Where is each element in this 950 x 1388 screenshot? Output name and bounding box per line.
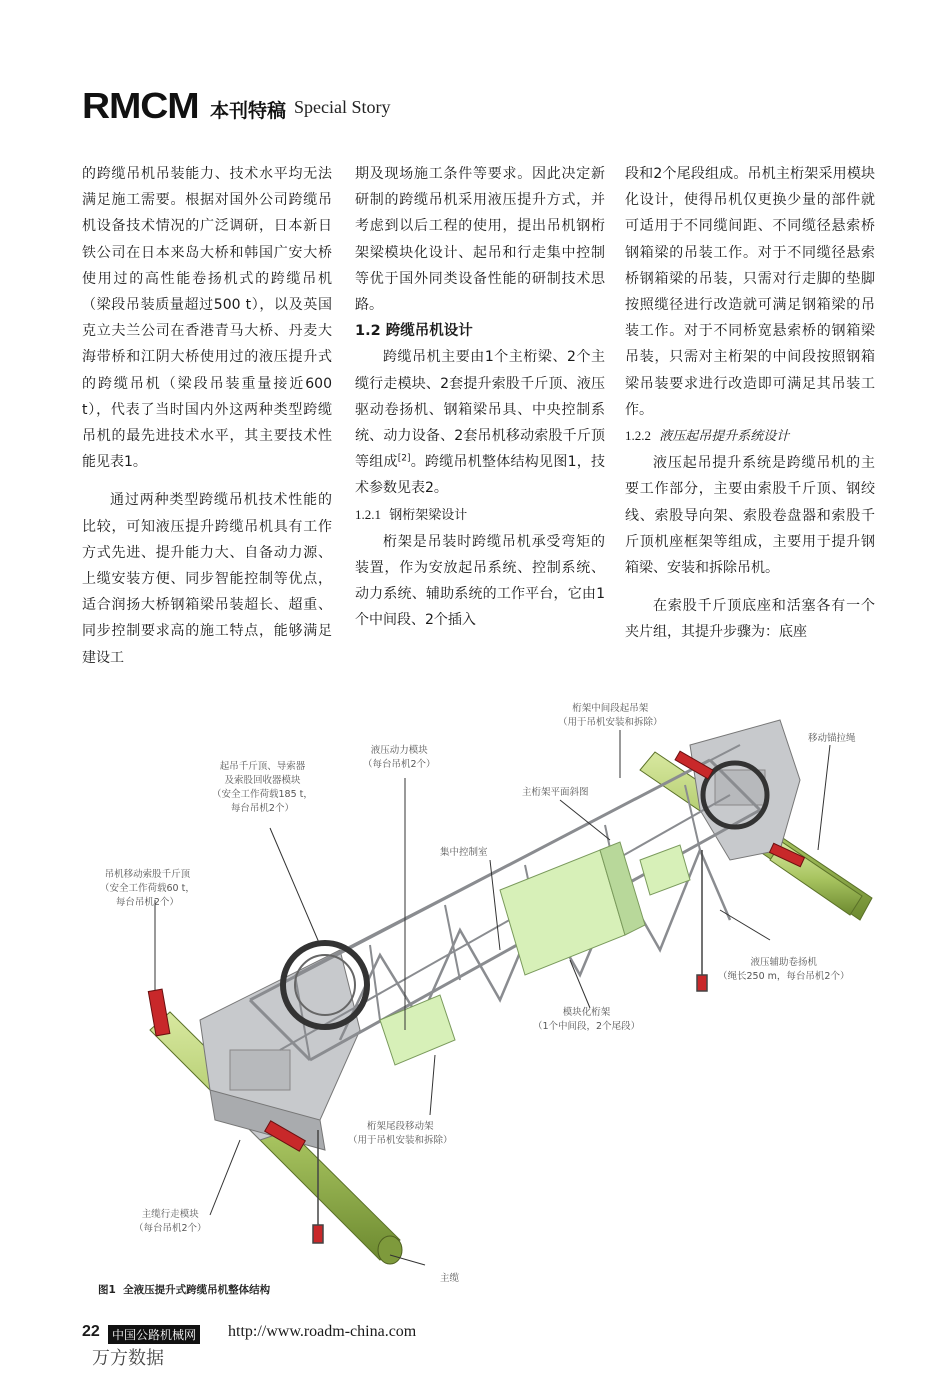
subsection-number: 1.2.2 (625, 428, 651, 444)
label-move-jack: 吊机移动索股千斤顶 （安全工作荷载60 t， 每台吊机2个） (100, 869, 195, 908)
paragraph-text: 跨缆吊机主要由1个主桁梁、2个主缆行走模块、2套提升索股千斤顶、液压驱动卷扬机、钢箱梁吊具、中央控制系统、动力设备、2套吊机移动索股千斤顶等组成 (355, 349, 605, 471)
paragraph: 的跨缆吊机吊装能力、技术水平均无法满足施工需要。根据对国外公司跨缆吊机设备技术情况的广泛调研，日本新日铁公司在日本来岛大桥和韩国广安大桥使用过的高性能卷扬机式的跨缆吊机（梁段吊装质量超过500 t），以及英国克立夫兰公司在香港青马大桥、丹麦大海带桥和江阴大桥使用过的液压提升式的跨缆吊机（梁段吊装重量接近600 t），代表了当时国内外这两种类型跨缆吊机的最先进技术水平，其主要技术性能见表1。 (82, 166, 332, 471)
paragraph: 在索股千斤顶底座和活塞各有一个夹片组，其提升步骤为：底座 (625, 598, 875, 641)
paragraph: 段和2个尾段组成。吊机主桁架采用模块化设计，使得吊机仅更换少量的部件就可适用于不同缆间距、不同缆径悬索桥钢箱梁的吊装工作。对于不同缆径悬索桥钢箱梁的吊装，只需对行走脚的垫脚按照缆径进行改造就可满足钢箱梁的吊装工作。对于不同桥宽悬索桥的钢箱梁吊装，只需对主桁架的中间段按照钢箱梁吊装要求进行改造即可满足其吊装工作。 (625, 166, 875, 418)
label-modular-truss: 模块化桁架 （1个中间段，2个尾段） (533, 1007, 641, 1032)
label-top-mid-truss: 桁架中间段起吊架 （用于吊机安装和拆除） (558, 703, 663, 728)
label-main-cable: 主缆 (440, 1273, 460, 1284)
citation-ref: [2] (397, 453, 411, 464)
figure-caption: 图1 全液压提升式跨缆吊机整体结构 (98, 1284, 271, 1296)
subsection-title: 钢桁架梁设计 (389, 507, 468, 523)
label-control-room: 集中控制室 (440, 847, 488, 858)
subsection-title: 液压起吊提升系统设计 (659, 429, 790, 445)
label-lift-jack: 起吊千斤顶、导索器 及索股回收器模块 （安全工作荷载185 t， 每台吊机2个） (212, 761, 313, 814)
subsection-number: 1.2.1 (355, 506, 381, 522)
paragraph-text: 。跨缆吊机整体结构见图1，技术参数见表2。 (355, 454, 605, 497)
site-badge: 中国公路机械网 (108, 1325, 200, 1344)
watermark-text: 万方数据 (92, 1348, 164, 1369)
label-cable-walk: 主缆行走模块 （每台吊机2个） (134, 1209, 207, 1234)
site-url[interactable]: http://www.roadm-china.com (228, 1323, 417, 1340)
label-aux-winch: 液压辅助卷扬机 （绳长250 m，每台吊机2个） (718, 957, 850, 982)
text-column-2 (355, 161, 605, 634)
control-room (500, 842, 645, 975)
section-title-en: Special Story (294, 97, 391, 117)
label-anchor-rope: 移动锚拉绳 (808, 733, 856, 744)
label-end-frame: 桁架尾段移动架 （用于吊机安装和拆除） (348, 1121, 453, 1146)
label-hydraulic-power: 液压动力模块 （每台吊机2个） (363, 745, 436, 770)
journal-logo: RMCM (82, 85, 199, 126)
paragraph (355, 344, 605, 501)
figure-crane-structure (80, 700, 875, 1305)
paragraph: 通过两种类型跨缆吊机技术性能的比较，可知液压提升跨缆吊机具有工作方式先进、提升能力大、自备动力源、上缆安装方便、同步智能控制等优点，适合润扬大桥钢箱梁吊装超长、超重、同步控制要求高的施工特点，能够满足建设工 (82, 492, 332, 666)
section-heading: 1.2 跨缆吊机设计 (355, 323, 473, 340)
paragraph: 期及现场施工条件等要求。因此决定新研制的跨缆吊机采用液压提升方式，并考虑到以后工程的使用，提出吊机钢桁架梁模块化设计、起吊和行走集中控制等优于国外同类设备性能的研制技术思路。 (355, 166, 605, 314)
section-title-cn: 本刊特稿 (210, 100, 287, 122)
subsection-heading (355, 502, 605, 529)
paragraph: 液压起吊提升系统是跨缆吊机的主要工作部分，主要由索股千斤顶、钢绞线、索股导向架、索股卷盘器和索股千斤顶机座框架等组成，主要用于提升钢箱梁、安装和拆除吊机。 (625, 455, 875, 577)
label-truss-plane: 主桁架平面斜图 (522, 787, 589, 798)
page-number: 22 (82, 1323, 100, 1340)
page-header (82, 85, 882, 128)
subsection-heading (625, 423, 875, 450)
text-column-1 (82, 161, 332, 671)
text-column-3 (625, 161, 875, 646)
paragraph: 桁架是吊装时跨缆吊机承受弯矩的装置，作为安放起吊系统、控制系统、动力系统、辅助系统的工作平台，它由1个中间段、2个插入 (355, 533, 605, 629)
